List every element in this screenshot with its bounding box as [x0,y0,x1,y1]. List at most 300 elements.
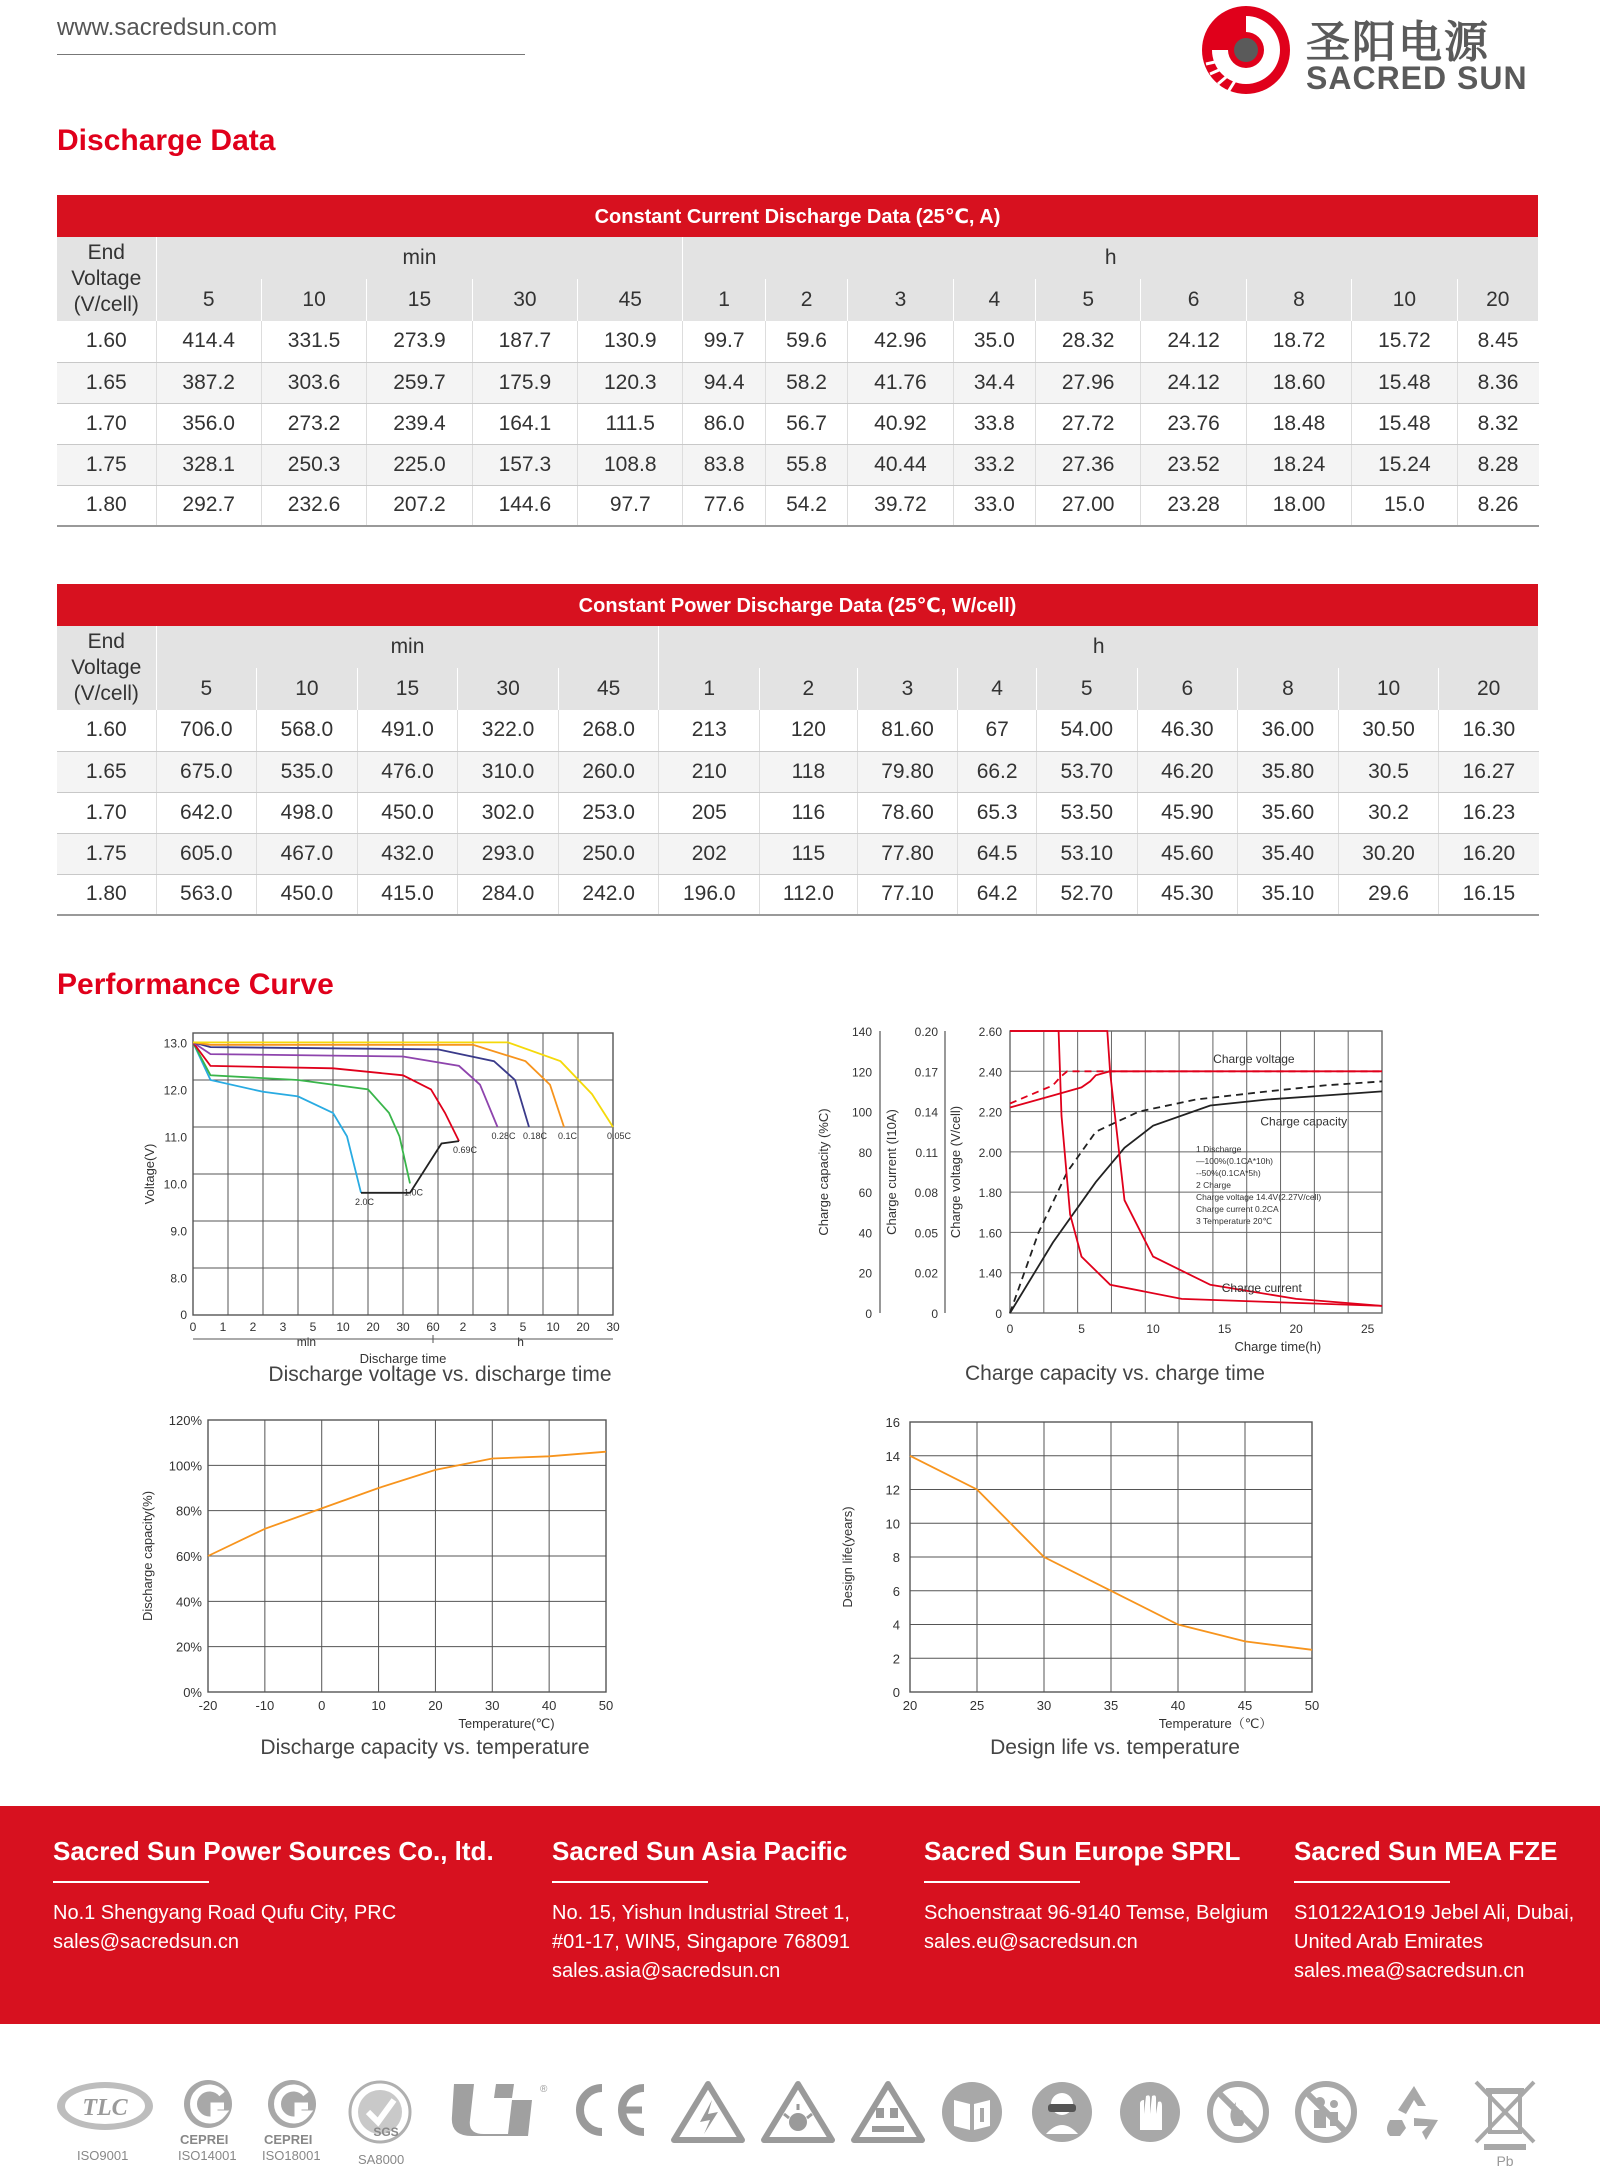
end-voltage-cell: 1.80 [57,874,156,915]
table-cell: 115 [760,833,858,874]
table-cell: 450.0 [257,874,358,915]
charge-capacity-chart [810,1025,1410,1365]
table-cell: 39.72 [848,485,953,526]
end-voltage-header [57,626,156,710]
x-tick-label: 50 [1304,1698,1320,1713]
table-row [57,792,1539,833]
x-tick-label: 1 [219,1320,227,1334]
y1-tick-label: 60 [858,1186,872,1201]
footer-divider [1294,1881,1450,1883]
table-cell: 66.2 [958,751,1037,792]
end-voltage-cell: 1.70 [57,403,156,444]
x-tick-label: 50 [598,1698,614,1713]
read-manual-icon [938,2080,1006,2153]
table-row [57,321,1539,362]
pb-text: Pb [1496,2153,1514,2169]
column-header: 30 [472,279,577,321]
table-cell: 175.9 [472,362,577,403]
legend-line: --50%(0.1CA*5h) [1196,1167,1261,1178]
end-voltage-label-line: End [87,630,125,653]
y-tick-label: 2 [892,1651,900,1667]
footer-contacts [0,1806,1600,2024]
group-h-header: h [659,626,1539,668]
column-header: 6 [1141,279,1246,321]
y1-axis-label: Charge capacity (%C) [816,1108,831,1236]
table-cell: 242.0 [558,874,659,915]
y-tick-label: 11.0 [164,1130,187,1145]
table-cell: 15.48 [1352,362,1457,403]
footer-column-title: Sacred Sun Europe SPRL [924,1836,1241,1866]
y2-axis-label: Charge current (I10A) [884,1109,899,1235]
legend-line: Charge voltage 14.4V(2.27V/cell) [1196,1191,1322,1202]
table-row [57,874,1539,915]
logo-chinese-name: 圣阳电源 [1306,17,1490,68]
table-cell: 16.27 [1439,751,1539,792]
column-header: 8 [1238,668,1339,710]
y-axis-label: Discharge capacity(%) [140,1490,155,1622]
table-row [57,833,1539,874]
site-url[interactable]: www.sacredsun.com [57,14,278,41]
x-tick-label: 35 [1103,1698,1119,1713]
y-tick-label: 0 [180,1308,187,1322]
no-fire-icon [1204,2080,1272,2153]
table-cell: 232.6 [261,485,366,526]
table-cell: 24.12 [1141,362,1246,403]
x-tick-label: 15 [1217,1322,1232,1336]
table-cell: 213 [659,710,760,751]
x-tick-label: 30 [485,1698,500,1713]
table-cell: 450.0 [357,792,458,833]
table-cell: 30.2 [1338,792,1439,833]
table-cell: 64.5 [958,833,1037,874]
table-cell: 120 [760,710,858,751]
column-header: 5 [156,279,261,321]
table-cell: 27.36 [1036,444,1141,485]
table-cell: 16.20 [1439,833,1539,874]
column-header: 15 [367,279,472,321]
footer-email-link[interactable]: sales.mea@sacredsun.cn [1294,1960,1525,1982]
table-cell: 28.32 [1036,321,1141,362]
x-axis-label: Discharge time [359,1351,447,1366]
x-tick-label: 45 [1237,1698,1253,1713]
table-cell: 55.8 [765,444,847,485]
table-cell: 35.10 [1238,874,1339,915]
capacity-temperature-caption: Discharge capacity vs. temperature [260,1736,590,1759]
table-cell: 310.0 [458,751,559,792]
glove-protection-icon [1116,2080,1184,2153]
table-cell: 67 [958,710,1037,751]
x-tick-label: 60 [426,1320,440,1334]
footer-column-mea [1294,1836,1574,1986]
table-cell: 23.76 [1141,403,1246,444]
table-cell: 52.70 [1036,874,1137,915]
table-cell: 187.7 [472,321,577,362]
table-cell: 24.12 [1141,321,1246,362]
end-voltage-cell: 1.60 [57,321,156,362]
y1-tick-label: 40 [858,1226,872,1241]
explosion-hazard-icon [760,2080,836,2149]
x-tick-label: 20 [428,1698,443,1713]
table-cell: 78.60 [857,792,958,833]
y-tick-label: 100% [168,1458,202,1474]
table-cell: 29.6 [1338,874,1439,915]
x-tick-label: 30 [396,1320,410,1334]
table-cell: 58.2 [765,362,847,403]
table-cell: 675.0 [156,751,257,792]
discharge-voltage-caption: Discharge voltage vs. discharge time [268,1363,612,1386]
y-tick-label: 10.0 [163,1177,187,1192]
y2-tick-label: 0.05 [914,1226,938,1241]
end-voltage-label-line: (V/cell) [73,682,139,705]
end-voltage-label-line: Voltage [71,656,142,679]
x-group-label: h [517,1335,524,1349]
company-logo [1198,2,1528,100]
table-cell: 387.2 [156,362,261,403]
column-header: 4 [958,668,1037,710]
table-cell: 108.8 [578,444,683,485]
x-tick-label: 20 [1289,1322,1303,1336]
table-cell: 260.0 [558,751,659,792]
table-cell: 53.10 [1036,833,1137,874]
end-voltage-cell: 1.65 [57,362,156,403]
corrosive-hazard-icon [850,2080,926,2149]
table-cell: 144.6 [472,485,577,526]
electrical-hazard-icon [670,2080,746,2149]
group-h-header: h [683,237,1539,279]
table-cell: 36.00 [1238,710,1339,751]
tlc-text: TLC [82,2095,128,2121]
column-header: 6 [1137,668,1238,710]
series-label: Charge voltage [1213,1052,1295,1067]
footer-column-asia [552,1836,850,1986]
y3-tick-label: 0 [995,1307,1002,1321]
table-cell: 81.60 [857,710,958,751]
end-voltage-label-line: End [87,241,125,264]
table-cell: 83.8 [683,444,765,485]
y-tick-label: 120% [168,1413,202,1428]
legend-line: 3 Temperature 20℃ [1196,1215,1273,1226]
table-cell: 54.00 [1036,710,1137,751]
y-tick-label: 6 [892,1583,900,1599]
footer-divider [53,1881,209,1883]
column-header: 4 [953,279,1035,321]
table-cell: 18.24 [1246,444,1351,485]
y-tick-label: 4 [892,1617,900,1633]
x-tick-label: 10 [371,1698,386,1713]
column-header: 8 [1246,279,1351,321]
table-cell: 30.20 [1338,833,1439,874]
table-cell: 18.60 [1246,362,1351,403]
table-cell: 605.0 [156,833,257,874]
table-cell: 64.2 [958,874,1037,915]
table-cell: 33.2 [953,444,1035,485]
eye-protection-icon [1028,2080,1096,2153]
group-min-header: min [156,626,659,668]
y-axis-label: Voltage(V) [142,1143,157,1205]
legend-line: Charge current 0.2CA [1196,1203,1279,1214]
table-row [57,710,1539,751]
y-tick-label: 60% [175,1549,202,1564]
table-cell: 302.0 [458,792,559,833]
end-voltage-cell: 1.75 [57,833,156,874]
table-cell: 116 [760,792,858,833]
table-cell: 18.48 [1246,403,1351,444]
charge-capacity-svg [810,1025,1410,1365]
footer-email-link[interactable]: sales.asia@sacredsun.cn [552,1960,781,1982]
series-line [193,1042,361,1192]
end-voltage-cell: 1.80 [57,485,156,526]
table-row [57,485,1539,526]
table-cell: 86.0 [683,403,765,444]
y-tick-label: 9.0 [170,1224,187,1239]
table-cell: 46.20 [1137,751,1238,792]
footer-line: Schoenstraat 96-9140 Temse, Belgium [924,1902,1269,1924]
x-tick-label: 10 [336,1320,350,1334]
x-tick-label: -20 [198,1698,218,1713]
x-tick-label: 10 [546,1320,560,1334]
table-cell: 331.5 [261,321,366,362]
table-cell: 53.50 [1036,792,1137,833]
x-tick-label: 20 [576,1320,590,1334]
table-caption: Constant Current Discharge Data (25℃, A) [57,195,1539,237]
x-tick-label: 0 [1006,1322,1014,1336]
keep-from-children-icon [1292,2080,1360,2153]
iso9001-label: ISO9001 [77,2148,129,2163]
y-tick-label: 0 [892,1685,900,1700]
table-cell: 99.7 [683,321,765,362]
footer-column-europe [924,1836,1268,1957]
table-cell: 94.4 [683,362,765,403]
y-tick-label: 8 [892,1550,900,1565]
series-line [1010,1071,1382,1103]
column-header-row [57,668,1539,710]
x-tick-label: 2 [249,1320,257,1334]
legend-line: 1 Discharge [1196,1143,1242,1154]
series-line [193,1042,459,1141]
table-cell: 65.3 [958,792,1037,833]
sgs-text: SGS [373,2125,399,2139]
table-cell: 259.7 [367,362,472,403]
x-tick-label: 20 [366,1320,380,1334]
end-voltage-label-line: Voltage [71,267,142,290]
iso14001-label: ISO14001 [178,2148,237,2163]
end-voltage-cell: 1.70 [57,792,156,833]
series-label: 1.0C [404,1187,424,1198]
table-cell: 35.60 [1238,792,1339,833]
table-cell: 273.9 [367,321,472,362]
footer-email-link[interactable]: sales.eu@sacredsun.cn [924,1931,1138,1953]
table-cell: 118 [760,751,858,792]
certification-bar [0,2070,1600,2170]
x-tick-label: 2 [459,1320,467,1334]
series-label: 0.1C [558,1131,578,1141]
x-tick-label: 5 [309,1320,317,1334]
table-cell: 112.0 [760,874,858,915]
table-cell: 130.9 [578,321,683,362]
constant-power-table [57,584,1539,916]
legend-line: —100%(0.1CA*10h) [1196,1155,1274,1166]
series-line [193,1042,410,1183]
y3-tick-label: 1.40 [978,1266,1002,1281]
column-header: 5 [156,668,257,710]
x-axis-label: Temperature(℃) [458,1716,555,1731]
footer-line: No.1 Shengyang Road Qufu City, PRC [53,1902,397,1924]
table-cell: 432.0 [357,833,458,874]
x-tick-label: 5 [1078,1322,1085,1336]
table-cell: 250.3 [261,444,366,485]
cepreI-label: CEPREI [264,2132,313,2147]
series-label: 0.18C [523,1131,548,1141]
design-life-svg [830,1408,1410,1738]
table-row [57,362,1539,403]
y1-tick-label: 80 [858,1145,872,1160]
table-cell: 239.4 [367,403,472,444]
x-tick-label: 25 [969,1698,985,1713]
performance-curve-title: Performance Curve [57,968,334,1001]
footer-column-title: Sacred Sun Power Sources Co., ltd. [53,1836,494,1866]
footer-email-link[interactable]: sales@sacredsun.cn [53,1931,239,1953]
end-voltage-label-line: (V/cell) [73,293,139,316]
table-cell: 210 [659,751,760,792]
y1-tick-label: 100 [851,1105,872,1120]
table-cell: 16.15 [1439,874,1539,915]
y2-tick-label: 0 [931,1307,938,1321]
y-tick-label: 80% [175,1503,202,1519]
table-cell: 8.36 [1457,362,1538,403]
table-cell: 706.0 [156,710,257,751]
end-voltage-line [361,1141,459,1193]
table-cell: 205 [659,792,760,833]
y-tick-label: 14 [885,1448,900,1464]
recycle-icon [1380,2080,1448,2153]
series-label: Charge capacity [1260,1114,1348,1129]
column-header: 1 [683,279,765,321]
table-cell: 642.0 [156,792,257,833]
column-header-row [57,279,1539,321]
charge-capacity-caption: Charge capacity vs. charge time [965,1362,1265,1385]
footer-column-title: Sacred Sun MEA FZE [1294,1836,1558,1866]
table-cell: 23.28 [1141,485,1246,526]
column-header: 10 [257,668,358,710]
y2-tick-label: 0.02 [914,1266,938,1281]
table-row [57,444,1539,485]
ul-recognized-icon [448,2080,548,2145]
table-cell: 77.6 [683,485,765,526]
table-cell: 15.0 [1352,485,1457,526]
column-header: 10 [1352,279,1457,321]
table-cell: 303.6 [261,362,366,403]
table-row [57,751,1539,792]
iso18001-label: ISO18001 [262,2148,321,2163]
footer-line: #01-17, WIN5, Singapore 768091 [552,1931,850,1953]
discharge-voltage-chart [130,1025,690,1366]
table-cell: 45.60 [1137,833,1238,874]
y2-tick-label: 0.14 [914,1105,938,1120]
table-cell: 35.0 [953,321,1035,362]
table-cell: 15.72 [1352,321,1457,362]
end-voltage-cell: 1.75 [57,444,156,485]
table-cell: 157.3 [472,444,577,485]
logo-english-name: SACRED SUN [1306,60,1528,96]
y1-tick-label: 20 [858,1266,872,1281]
table-cell: 328.1 [156,444,261,485]
table-cell: 59.6 [765,321,847,362]
legend-line: 2 Charge [1196,1179,1231,1190]
y2-tick-label: 0.17 [914,1065,938,1080]
table-cell: 53.70 [1036,751,1137,792]
y-tick-label: 10 [885,1516,900,1532]
table-cell: 415.0 [357,874,458,915]
column-header: 10 [261,279,366,321]
column-header: 45 [558,668,659,710]
table-cell: 111.5 [578,403,683,444]
footer-column-title: Sacred Sun Asia Pacific [552,1836,848,1866]
table-cell: 15.48 [1352,403,1457,444]
table-cell: 292.7 [156,485,261,526]
series-line [193,1042,498,1127]
column-header: 45 [578,279,683,321]
table-cell: 77.10 [857,874,958,915]
table-cell: 42.96 [848,321,953,362]
table-cell: 56.7 [765,403,847,444]
column-header: 10 [1338,668,1439,710]
y-tick-label: 40% [175,1594,202,1610]
x-group-label: min [296,1335,317,1349]
table-cell: 27.00 [1036,485,1141,526]
x-tick-label: 0 [189,1320,197,1334]
y3-tick-label: 2.40 [978,1065,1002,1080]
table-cell: 273.2 [261,403,366,444]
footer-divider [924,1881,1080,1883]
table-row [57,403,1539,444]
table-cell: 8.28 [1457,444,1538,485]
table-cell: 467.0 [257,833,358,874]
table-cell: 164.1 [472,403,577,444]
column-header: 20 [1457,279,1538,321]
table-cell: 18.00 [1246,485,1351,526]
table-cell: 30.50 [1338,710,1439,751]
y3-tick-label: 2.20 [978,1105,1002,1120]
table-cell: 225.0 [367,444,472,485]
group-min-header: min [156,237,683,279]
table-cell: 35.80 [1238,751,1339,792]
column-header: 20 [1439,668,1539,710]
x-axis-label: Charge time(h) [1234,1339,1322,1354]
table-cell: 207.2 [367,485,472,526]
x-tick-label: 30 [1036,1698,1052,1713]
x-tick-label: 5 [519,1320,527,1334]
table-cell: 498.0 [257,792,358,833]
y1-tick-label: 140 [851,1025,872,1039]
column-header: 3 [857,668,958,710]
table-cell: 27.72 [1036,403,1141,444]
column-header: 5 [1036,279,1141,321]
y1-tick-label: 120 [851,1065,872,1080]
footer-line: United Arab Emirates [1294,1931,1483,1953]
column-header: 30 [458,668,559,710]
tlc-icon [55,2080,155,2141]
column-header: 15 [357,668,458,710]
table-cell: 33.8 [953,403,1035,444]
table-cell: 97.7 [578,485,683,526]
y-tick-label: 8.0 [170,1271,187,1286]
table-cell: 23.52 [1141,444,1246,485]
x-tick-label: 10 [1146,1322,1160,1336]
table-cell: 322.0 [458,710,559,751]
table-cell: 202 [659,833,760,874]
design-life-chart [830,1408,1410,1738]
table-cell: 41.76 [848,362,953,403]
